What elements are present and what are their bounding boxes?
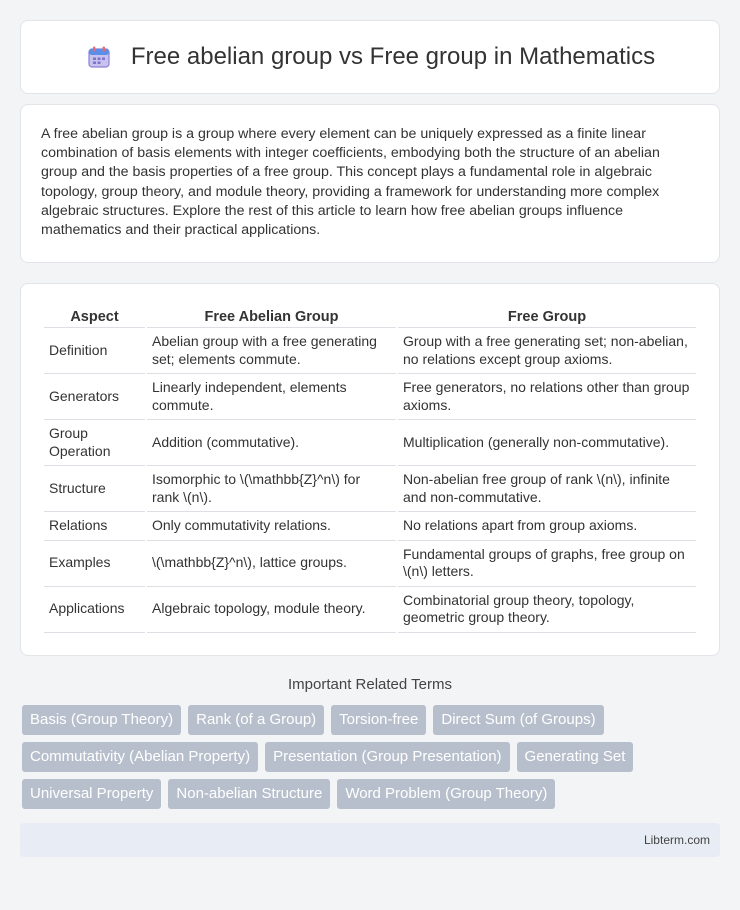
- cell-free-group: Fundamental groups of graphs, free group on \(n\) letters.: [398, 541, 696, 587]
- cell-aspect: Generators: [44, 374, 145, 420]
- cell-free-abelian: \(\mathbb{Z}^n\), lattice groups.: [147, 541, 396, 587]
- cell-free-abelian: Isomorphic to \(\mathbb{Z}^n\) for rank \(n\).: [147, 466, 396, 512]
- tag-presentation[interactable]: Presentation (Group Presentation): [265, 742, 509, 772]
- cell-free-abelian: Algebraic topology, module theory.: [147, 587, 396, 633]
- title-card: [20, 20, 720, 94]
- cell-free-group: Free generators, no relations other than group axioms.: [398, 374, 696, 420]
- tag-generating-set[interactable]: Generating Set: [517, 742, 634, 772]
- cell-free-abelian: Only commutativity relations.: [147, 512, 396, 541]
- tag-non-abelian-structure[interactable]: Non-abelian Structure: [168, 779, 330, 809]
- tag-torsion-free[interactable]: Torsion-free: [331, 705, 426, 735]
- cell-free-group: Combinatorial group theory, topology, geometric group theory.: [398, 587, 696, 633]
- tag-word-problem[interactable]: Word Problem (Group Theory): [337, 779, 555, 809]
- intro-card: [20, 104, 720, 263]
- related-terms-tags: [20, 705, 720, 809]
- related-terms-section: [20, 676, 720, 809]
- cell-free-abelian: Abelian group with a free generating set; elements commute.: [147, 328, 396, 374]
- header-aspect: Aspect: [44, 304, 145, 328]
- footer: [20, 823, 720, 857]
- table-row: [44, 541, 696, 587]
- table-row: [44, 328, 696, 374]
- header-free-group: Free Group: [398, 304, 696, 328]
- cell-aspect: Applications: [44, 587, 145, 633]
- comparison-card: [20, 283, 720, 656]
- table-row: [44, 587, 696, 633]
- cell-free-group: No relations apart from group axioms.: [398, 512, 696, 541]
- header-free-abelian-group: Free Abelian Group: [147, 304, 396, 328]
- footer-site-link[interactable]: Libterm.com: [643, 832, 710, 847]
- tag-universal-property[interactable]: Universal Property: [22, 779, 161, 809]
- cell-free-group: Non-abelian free group of rank \(n\), infinite and non-commutative.: [398, 466, 696, 512]
- calendar-icon: [85, 43, 113, 71]
- table-row: [44, 466, 696, 512]
- table-row: [44, 512, 696, 541]
- tag-commutativity[interactable]: Commutativity (Abelian Property): [22, 742, 258, 772]
- cell-aspect: Structure: [44, 466, 145, 512]
- table-row: [44, 374, 696, 420]
- page-title: Free abelian group vs Free group in Mathematics: [130, 43, 656, 70]
- tag-direct-sum[interactable]: Direct Sum (of Groups): [433, 705, 603, 735]
- table-row: [44, 420, 696, 466]
- table-header-row: [44, 304, 696, 328]
- tag-basis[interactable]: Basis (Group Theory): [22, 705, 181, 735]
- intro-paragraph: A free abelian group is a group where every element can be uniquely expressed as a finite linear combination of basis elements with integer coefficients, embodying both the structure of an abelian group and the basis properties of a free group. This concept plays a fundamental role in algebraic topology, group theory, and module theory, providing a framework for understanding more complex algebraic structures. Explore the rest of this article to learn how free abelian groups influence mathematics and their practical applications.: [41, 126, 660, 239]
- tag-rank[interactable]: Rank (of a Group): [188, 705, 324, 735]
- related-terms-heading: Important Related Terms: [288, 675, 452, 693]
- cell-aspect: Examples: [44, 541, 145, 587]
- cell-free-group: Multiplication (generally non-commutative).: [398, 420, 696, 466]
- cell-free-abelian: Addition (commutative).: [147, 420, 396, 466]
- cell-free-abelian: Linearly independent, elements commute.: [147, 374, 396, 420]
- cell-free-group: Group with a free generating set; non-abelian, no relations except group axioms.: [398, 328, 696, 374]
- cell-aspect: Group Operation: [44, 420, 145, 466]
- cell-aspect: Relations: [44, 512, 145, 541]
- cell-aspect: Definition: [44, 328, 145, 374]
- comparison-table: [42, 304, 698, 633]
